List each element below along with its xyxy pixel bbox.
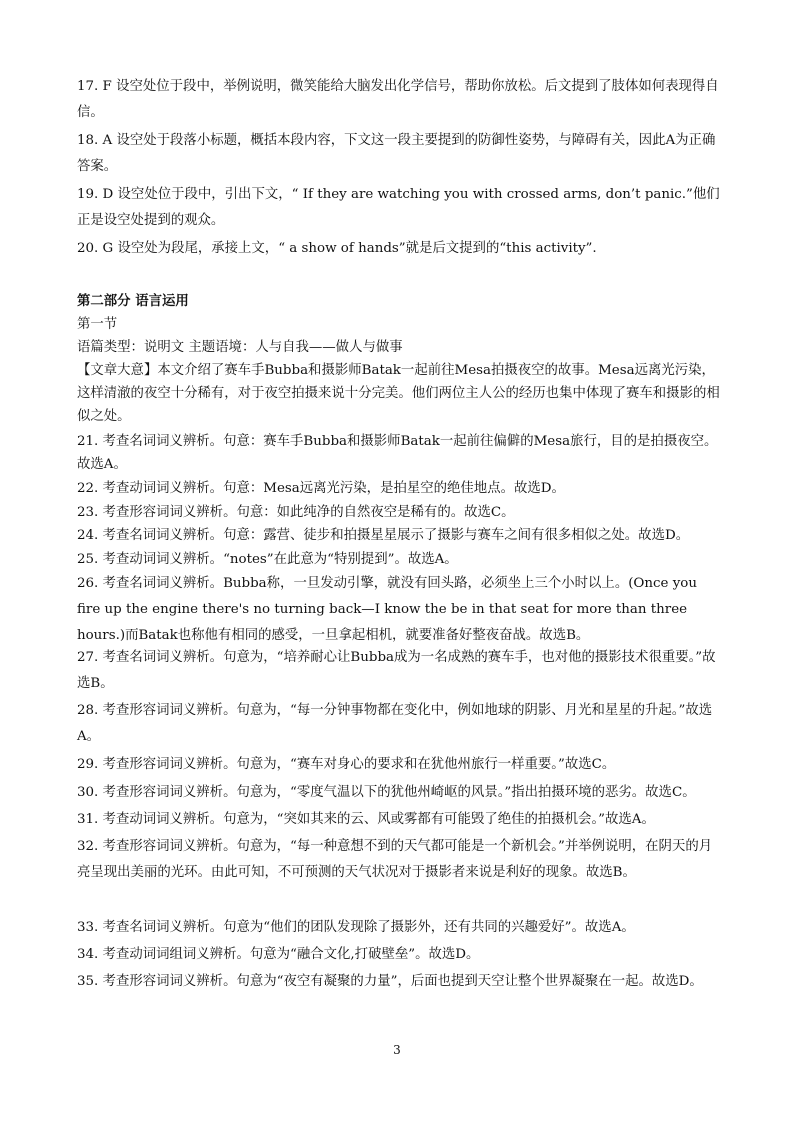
answer-28: 28. 考查形容词词义辨析。句意为，“每一分钟事物都在变化中，例如地球的阴影、月光和星星的升起。”故选A。 [77, 703, 713, 744]
answer-34: 34. 考查动词词组词义辨析。句意为“融合文化,打破壁垒”。故选D。 [77, 947, 480, 962]
answer-22: 22. 考查动词词义辨析。句意：Mesa远离光污染，是拍星空的绝佳地点。故选D。 [77, 481, 565, 496]
article-summary: 【文章大意】本文介绍了赛车手Bubba和摄影师Batak一起前往Mesa拍摄夜空的故事。Mesa远离光污染，这样清澈的夜空十分稀有，对于夜空拍摄来说十分完美。他们两位主人公的经历也集中体现了赛车和摄影的相似之处。 [77, 363, 720, 424]
genre-line: 语篇类型：说明文 主题语境：人与自我——做人与做事 [77, 340, 403, 355]
answer-27: 27. 考查名词词义辨析。句意为，“培养耐心让Bubba成为一名成熟的赛车手，也对他的摄影技术很重要。”故选B。 [77, 650, 716, 691]
answer-19: 19. D 设空处位于段中，引出下文，“ If they are watching you with crossed arms, don’t panic.”他们正是设空处提到的观众。 [77, 187, 720, 228]
answer-18: 18. A 设空处于段落小标题，概括本段内容，下文这一段主要提到的防御性姿势，与障碍有关，因此A为正确答案。 [77, 133, 716, 174]
answer-29: 29. 考查形容词词义辨析。句意为，“赛车对身心的要求和在犹他州旅行一样重要。”故选C。 [77, 757, 616, 772]
subsection-title: 第一节 [77, 317, 118, 332]
answer-23: 23. 考查形容词词义辨析。句意：如此纯净的自然夜空是稀有的。故选C。 [77, 505, 515, 520]
answer-21: 21. 考查名词词义辨析。句意：赛车手Bubba和摄影师Batak一起前往偏僻的Mesa旅行，目的是拍摄夜空。故选A。 [77, 434, 718, 472]
answer-35: 35. 考查形容词词义辨析。句意为“夜空有凝聚的力量”，后面也提到天空让整个世界凝聚在一起。故选D。 [77, 974, 703, 989]
answer-26: 26. 考查名词词义辨析。Bubba称，一旦发动引擎，就没有回头路，必须坐上三个小时以上。(Once you fire up the engine there's no turning back—I know the be in that seat for more than three hours.)而Batak也称他有相同的感受，一旦拿起相机，就要准备好整夜奋战。故选B。 [77, 576, 697, 643]
answer-24: 24. 考查名词词义辨析。句意：露营、徒步和拍摄星星展示了摄影与赛车之间有很多相似之处。故选D。 [77, 528, 690, 543]
answer-30: 30. 考查形容词词义辨析。句意为，“零度气温以下的犹他州崎岖的风景。”指出拍摄环境的恶劣。故选C。 [77, 785, 696, 800]
answer-33: 33. 考查名词词义辨析。句意为“他们的团队发现除了摄影外，还有共同的兴趣爱好”。故选A。 [77, 920, 635, 935]
section-title: 第二部分 语言运用 [77, 293, 189, 309]
answer-20: 20. G 设空处为段尾，承接上文，“ a show of hands”就是后文提到的“this activity”. [77, 241, 597, 256]
answer-31: 31. 考查动词词义辨析。句意为，“突如其来的云、风或雾都有可能毁了绝佳的拍摄机会。”故选A。 [77, 812, 655, 827]
page-number: 3 [393, 1043, 401, 1057]
answer-25: 25. 考查动词词义辨析。“notes”在此意为“特别提到”。故选A。 [77, 552, 458, 567]
answer-32: 32. 考查形容词词义辨析。句意为，“每一种意想不到的天气都可能是一个新机会。”并举例说明，在阴天的月亮呈现出美丽的光环。由此可知，不可预测的天气状况对于摄影者来说是利好的现象。故选B。 [77, 839, 713, 880]
answer-17: 17. F 设空处位于段中，举例说明，微笑能给大脑发出化学信号，帮助你放松。后文提到了肢体如何表现得自信。 [77, 79, 719, 120]
